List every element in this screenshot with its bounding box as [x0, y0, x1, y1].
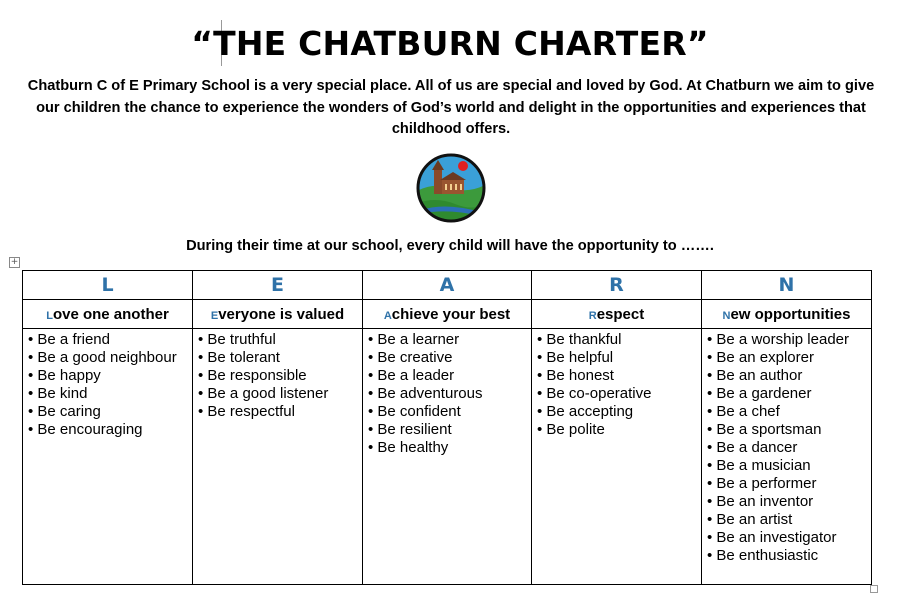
list-item: • Be truthful [198, 331, 357, 349]
list-item: • Be thankful [537, 331, 696, 349]
heading-text: veryone is valued [218, 305, 345, 323]
list-item: • Be an author [707, 367, 866, 385]
heading-everyone [193, 300, 363, 329]
list-item: • Be accepting [537, 403, 696, 421]
list-item: • Be a good neighbour [28, 349, 187, 367]
list-item: • Be enthusiastic [707, 547, 866, 565]
list-item: • Be a sportsman [707, 421, 866, 439]
heading-initial: R [588, 309, 597, 322]
page-title: “THE CHATBURN CHARTER” [191, 24, 709, 63]
learn-table [22, 270, 872, 585]
heading-text: espect [596, 305, 645, 323]
heading-text: ove one another [52, 305, 169, 323]
lead-sentence: During their time at our school, every child will have the opportunity to ……. [186, 238, 714, 254]
heading-respect [532, 300, 702, 329]
item-list [28, 331, 187, 439]
list-item: • Be tolerant [198, 349, 357, 367]
list-item: • Be a dancer [707, 439, 866, 457]
item-list [368, 331, 526, 457]
list-item: • Be creative [368, 349, 526, 367]
list-item: • Be a performer [707, 475, 866, 493]
list-item: • Be honest [537, 367, 696, 385]
list-item: • Be respectful [198, 403, 357, 421]
heading-initial: E [210, 309, 219, 322]
list-item: • Be resilient [368, 421, 526, 439]
list-item: • Be a gardener [707, 385, 866, 403]
list-item: • Be responsible [198, 367, 357, 385]
list-item: • Be a leader [368, 367, 526, 385]
item-list [537, 331, 696, 439]
list-item: • Be an inventor [707, 493, 866, 511]
heading-text: chieve your best [391, 305, 511, 323]
list-item: • Be a chef [707, 403, 866, 421]
school-logo-icon [415, 152, 487, 224]
list-item: • Be adventurous [368, 385, 526, 403]
letter-l: L [23, 271, 193, 300]
list-item: • Be a good listener [198, 385, 357, 403]
list-item: • Be an artist [707, 511, 866, 529]
list-item: • Be polite [537, 421, 696, 439]
list-item: • Be a musician [707, 457, 866, 475]
items-cell-l [23, 329, 193, 585]
list-item: • Be confident [368, 403, 526, 421]
letter-e: E [193, 271, 363, 300]
letters-row [23, 271, 872, 300]
heading-achieve [363, 300, 532, 329]
list-item: • Be caring [28, 403, 187, 421]
list-item: • Be a friend [28, 331, 187, 349]
intro-paragraph: Chatburn C of E Primary School is a very special place. All of us are special and loved by God. At Chatburn we aim to give our children the chance to experience the wonders of God’s world and delight in the opportunities and experiences that childhood offers. [27, 78, 875, 137]
letter-n: N [702, 271, 872, 300]
items-cell-e [193, 329, 363, 585]
items-cell-r [532, 329, 702, 585]
list-item: • Be happy [28, 367, 187, 385]
letter-a: A [363, 271, 532, 300]
heading-love [23, 300, 193, 329]
list-item: • Be an explorer [707, 349, 866, 367]
list-item: • Be helpful [537, 349, 696, 367]
heading-initial: A [383, 309, 392, 322]
items-row [23, 329, 872, 585]
item-list [198, 331, 357, 421]
headings-row [23, 300, 872, 329]
letter-r: R [532, 271, 702, 300]
heading-text: ew opportunities [730, 305, 851, 323]
table-resize-handle[interactable] [870, 585, 878, 593]
items-cell-a [363, 329, 532, 585]
heading-initial: L [46, 309, 53, 322]
list-item: • Be a learner [368, 331, 526, 349]
list-item: • Be a worship leader [707, 331, 866, 349]
list-item: • Be an investigator [707, 529, 866, 547]
list-item: • Be co-operative [537, 385, 696, 403]
heading-new [702, 300, 872, 329]
list-item: • Be encouraging [28, 421, 187, 439]
table-move-handle-icon[interactable]: + [10, 257, 19, 267]
item-list [707, 331, 866, 565]
list-item: • Be healthy [368, 439, 526, 457]
items-cell-n [702, 329, 872, 585]
list-item: • Be kind [28, 385, 187, 403]
heading-initial: N [722, 309, 731, 322]
